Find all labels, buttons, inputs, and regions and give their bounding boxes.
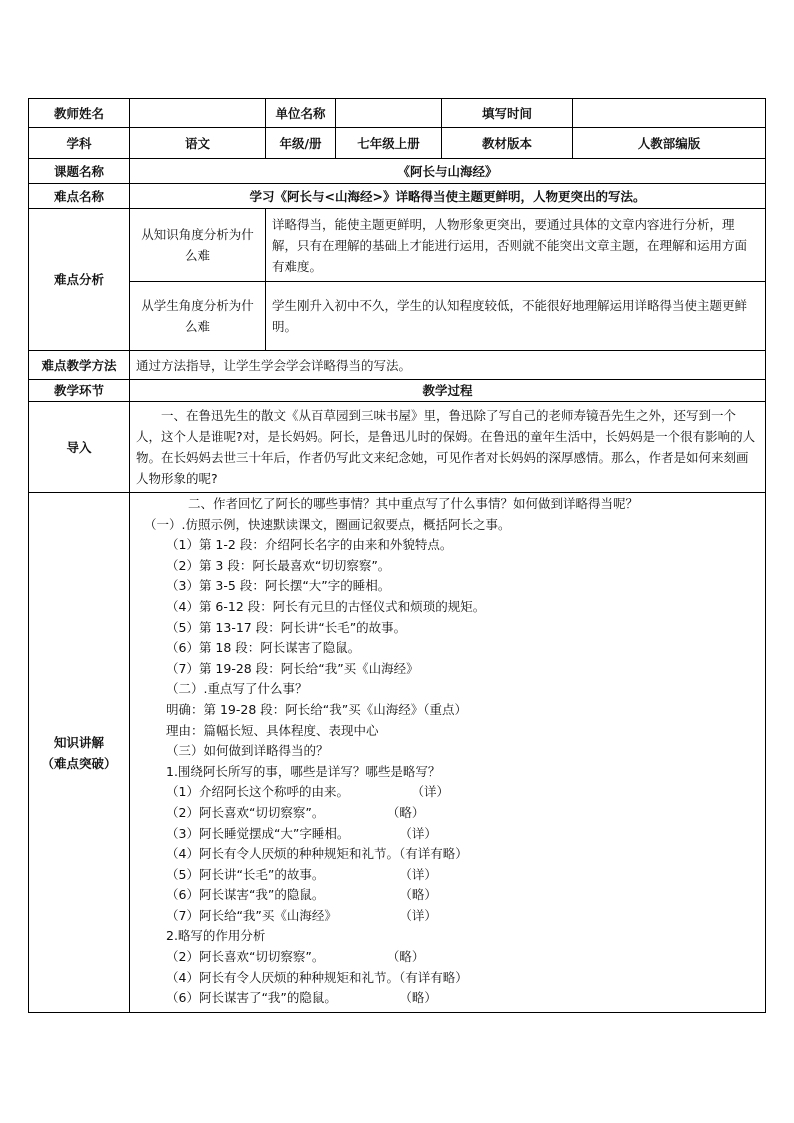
knowledge-line: （一）.仿照示例，快速默读课文，圈画记叙要点，概括阿长之事。 — [144, 516, 511, 532]
intro-label: 导入 — [29, 402, 130, 493]
edition-value: 人教部编版 — [573, 128, 766, 159]
knowledge-line: 1.围绕阿长所写的事，哪些是详写？哪些是略写？ — [166, 763, 441, 779]
knowledge-line: （4）阿长有令人厌烦的种种规矩和礼节。（有详有略） — [166, 969, 468, 985]
knowledge-angle-label: 从知识角度分析为什么难 — [130, 209, 266, 282]
process-label: 教学环节 — [29, 380, 130, 402]
unit-label: 单位名称 — [266, 99, 336, 128]
knowledge-label-line2: （难点突破） — [41, 755, 117, 771]
knowledge-line: （3）第 3-5 段：阿长摆“大”字的睡相。 — [166, 578, 391, 594]
knowledge-line: 明确：第 19-28 段：阿长给“我”买《山海经》（重点） — [166, 701, 467, 717]
knowledge-line: （5）第 13-17 段：阿长讲“长毛”的故事。 — [166, 619, 407, 635]
knowledge-line: （2）第 3 段：阿长最喜欢“切切察察”。 — [166, 557, 391, 573]
analysis-row-knowledge — [29, 209, 766, 282]
knowledge-line: （3）阿长睡觉摆成“大”字睡相。 （详） — [166, 825, 437, 841]
difficulty-label: 难点名称 — [29, 184, 130, 209]
date-value — [573, 99, 766, 128]
knowledge-line: （7）阿长给“我”买《山海经》 （详） — [166, 907, 437, 923]
knowledge-line: （1）第 1-2 段：介绍阿长名字的由来和外貌特点。 — [166, 537, 453, 553]
knowledge-line: （6）第 18 段：阿长谋害了隐鼠。 — [166, 640, 361, 656]
knowledge-line: （4）第 6-12 段：阿长有元旦的古怪仪式和烦琐的规矩。 — [166, 598, 486, 614]
teacher-name-value — [130, 99, 266, 128]
knowledge-row — [29, 493, 766, 1013]
process-row — [29, 380, 766, 402]
process-value: 教学过程 — [130, 380, 766, 402]
knowledge-line: （7）第 19-28 段：阿长给“我”买《山海经》 — [166, 660, 419, 676]
knowledge-line: （二）.重点写了什么事？ — [166, 681, 308, 697]
knowledge-line: （2）阿长喜欢“切切察察”。 （略） — [166, 804, 425, 820]
lesson-plan-table — [28, 98, 766, 1013]
knowledge-line: 理由：篇幅长短、具体程度、表现中心 — [166, 722, 379, 738]
analysis-row-student — [29, 282, 766, 351]
title-row — [29, 159, 766, 184]
knowledge-label — [29, 493, 130, 1013]
knowledge-line: （1）介绍阿长这个称呼的由来。 （详） — [166, 784, 449, 800]
edition-label: 教材版本 — [442, 128, 573, 159]
intro-row — [29, 402, 766, 493]
knowledge-line: （三）如何做到详略得当的？ — [166, 743, 329, 759]
lesson-title-label: 课题名称 — [29, 159, 130, 184]
method-label: 难点教学方法 — [29, 351, 130, 380]
method-row — [29, 351, 766, 380]
knowledge-line: （5）阿长讲“长毛”的故事。 （详） — [166, 866, 437, 882]
grade-value: 七年级上册 — [336, 128, 442, 159]
difficulty-value: 学习《阿长与<山海经>》详略得当使主题更鲜明，人物更突出的写法。 — [130, 184, 766, 209]
grade-label: 年级/册 — [266, 128, 336, 159]
knowledge-line: 2.略写的作用分析 — [166, 928, 266, 944]
subject-label: 学科 — [29, 128, 130, 159]
subject-value: 语文 — [130, 128, 266, 159]
knowledge-line: 二、作者回忆了阿长的哪些事情？其中重点写了什么事情？如何做到详略得当呢？ — [188, 496, 639, 511]
knowledge-line: （6）阿长谋害了“我”的隐鼠。 （略） — [166, 990, 437, 1006]
teacher-name-label: 教师姓名 — [29, 99, 130, 128]
header-row-2 — [29, 128, 766, 159]
knowledge-content — [130, 493, 766, 1013]
unit-value — [336, 99, 442, 128]
date-label: 填写时间 — [442, 99, 573, 128]
knowledge-line: （4）阿长有令人厌烦的种种规矩和礼节。（有详有略） — [166, 846, 468, 862]
knowledge-line: （2）阿长喜欢“切切察察”。 （略） — [166, 949, 425, 965]
header-row-1 — [29, 99, 766, 128]
analysis-label: 难点分析 — [29, 209, 130, 351]
student-angle-label: 从学生角度分析为什么难 — [130, 282, 266, 351]
difficulty-row — [29, 184, 766, 209]
knowledge-line: （6）阿长谋害“我”的隐鼠。 （略） — [166, 887, 437, 903]
student-angle-text: 学生刚升入初中不久，学生的认知程度较低，不能很好地理解运用详略得当使主题更鲜明。 — [266, 282, 766, 351]
intro-text: 一、在鲁迅先生的散文《从百草园到三味书屋》里，鲁迅除了写自己的老师寿镜吾先生之外，还写到一个人，这个人是谁呢?对，是长妈妈。阿长，是鲁迅儿时的保姆。在鲁迅的童年生活中，长妈妈是一个很有影响的人物。在长妈妈去世三十年后，作者仍写此文来纪念她，可见作者对长妈妈的深厚感情。那么，作者是如何来刻画人物形象的呢? — [130, 402, 766, 493]
lesson-title-value: 《阿长与山海经》 — [130, 159, 766, 184]
knowledge-label-line1: 知识讲解 — [53, 734, 104, 750]
method-text: 通过方法指导，让学生学会学会详略得当的写法。 — [130, 351, 766, 380]
knowledge-angle-text: 详略得当，能使主题更鲜明，人物形象更突出，要通过具体的文章内容进行分析，理解，只有在理解的基础上才能进行运用，否则就不能突出文章主题，在理解和运用方面有难度。 — [266, 209, 766, 282]
